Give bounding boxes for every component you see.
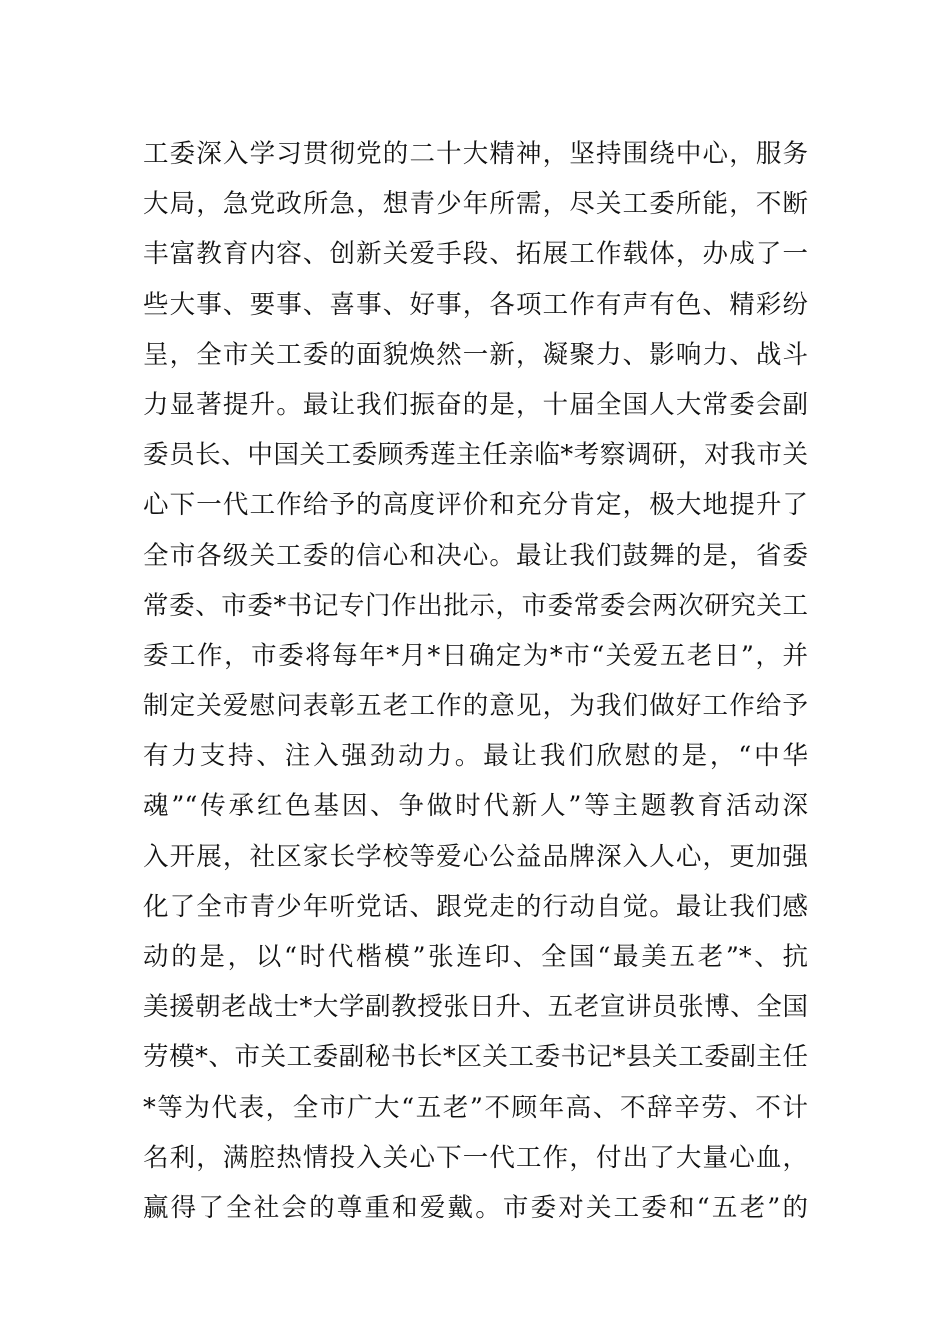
text-line: *等为代表，全市广大“五老”不顾年高、不辞辛劳、不计: [143, 1092, 808, 1123]
text-line: 呈，全市关工委的面貌焕然一新，凝聚力、影响力、战斗: [143, 339, 808, 370]
text-line: 委员长、中国关工委顾秀莲主任亲临*考察调研，对我市关: [143, 440, 808, 471]
text-line: 全市各级关工委的信心和决心。最让我们鼓舞的是，省委: [143, 540, 808, 571]
text-line: 委工作，市委将每年*月*日确定为*市“关爱五老日”，并: [143, 640, 808, 671]
body-paragraph: [143, 129, 808, 1233]
text-line: 些大事、要事、喜事、好事，各项工作有声有色、精彩纷: [143, 289, 808, 320]
text-line: 心下一代工作给予的高度评价和充分肯定，极大地提升了: [143, 490, 808, 521]
text-line: 化了全市青少年听党话、跟党走的行动自觉。最让我们感: [143, 891, 808, 922]
text-line: 丰富教育内容、创新关爱手段、拓展工作载体，办成了一: [143, 239, 808, 270]
text-line: 美援朝老战士*大学副教授张日升、五老宣讲员张博、全国: [143, 992, 808, 1023]
text-line: 工委深入学习贯彻党的二十大精神，坚持围绕中心，服务: [143, 139, 808, 169]
text-line: 有力支持、注入强劲动力。最让我们欣慰的是，“中华: [143, 741, 808, 772]
text-line: 动的是，以“时代楷模”张连印、全国“最美五老”*、抗: [143, 942, 808, 972]
text-line: 劳模*、市关工委副秘书长*区关工委书记*县关工委副主任: [143, 1042, 808, 1073]
text-line: 力显著提升。最让我们振奋的是，十届全国人大常委会副: [143, 389, 808, 420]
text-line: 大局，急党政所急，想青少年所需，尽关工委所能，不断: [143, 189, 808, 220]
text-line: 赢得了全社会的尊重和爱戴。市委对关工委和“五老”的: [143, 1192, 808, 1223]
text-line: 入开展，社区家长学校等爱心公益品牌深入人心，更加强: [143, 841, 808, 872]
text-line: 制定关爱慰问表彰五老工作的意见，为我们做好工作给予: [143, 691, 808, 722]
text-line: 名利，满腔热情投入关心下一代工作，付出了大量心血，: [143, 1142, 808, 1173]
text-line: 魂”“传承红色基因、争做时代新人”等主题教育活动深: [143, 791, 808, 822]
text-line: 常委、市委*书记专门作出批示，市委常委会两次研究关工: [143, 590, 808, 621]
